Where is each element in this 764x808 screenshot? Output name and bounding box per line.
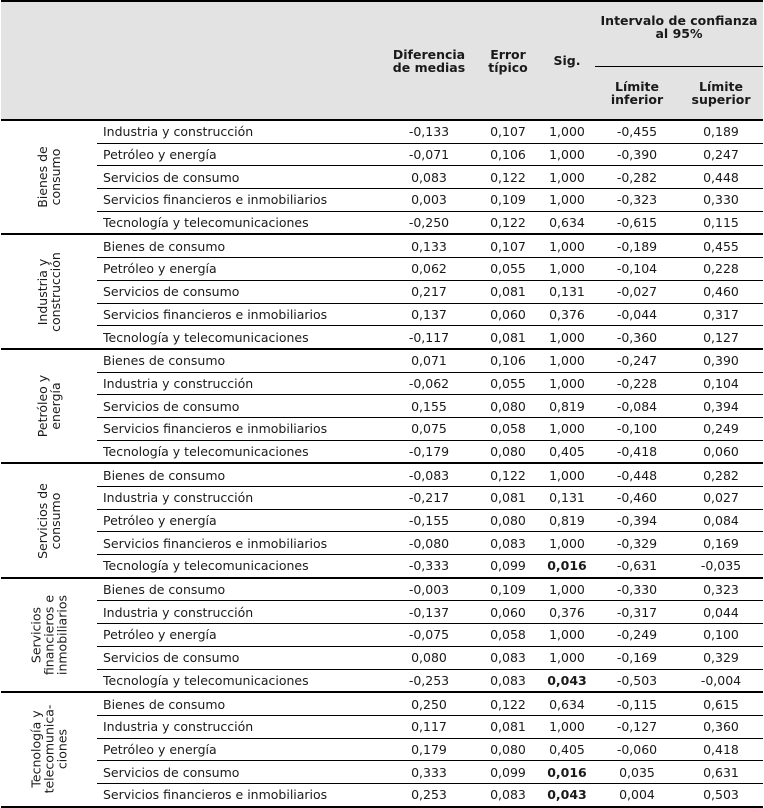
comparison-cell: Servicios financieros e inmobiliarios <box>97 783 381 806</box>
lower-limit-cell: -0,189 <box>595 234 679 257</box>
significance-cell: 0,016 <box>539 761 595 784</box>
significance-cell: 0,634 <box>539 692 595 715</box>
mean-difference-cell: 0,075 <box>381 417 477 440</box>
mean-difference-cell: -0,071 <box>381 143 477 166</box>
mean-difference-cell: -0,155 <box>381 509 477 532</box>
std-error-cell: 0,122 <box>477 211 539 234</box>
table-row <box>1 395 763 418</box>
header-upper-limit <box>679 67 763 121</box>
significance-cell: 0,131 <box>539 280 595 303</box>
mean-difference-cell: -0,062 <box>381 372 477 395</box>
comparison-cell: Petróleo y energía <box>97 738 381 761</box>
lower-limit-cell: 0,004 <box>595 783 679 806</box>
std-error-cell: 0,058 <box>477 417 539 440</box>
significance-cell: 0,043 <box>539 783 595 806</box>
comparison-cell: Tecnología y telecomunicaciones <box>97 440 381 463</box>
mean-difference-cell: 0,155 <box>381 395 477 418</box>
mean-difference-cell: 0,003 <box>381 189 477 212</box>
header-mean-difference <box>381 1 477 120</box>
significance-cell: 0,819 <box>539 509 595 532</box>
table-row <box>1 761 763 784</box>
lower-limit-cell: -0,169 <box>595 646 679 669</box>
significance-cell: 1,000 <box>539 532 595 555</box>
lower-limit-cell: -0,460 <box>595 487 679 510</box>
table-row <box>1 234 763 257</box>
header-upper-limit-text: Límite superior <box>691 79 751 107</box>
lower-limit-cell: -0,448 <box>595 463 679 486</box>
upper-limit-cell: 0,330 <box>679 189 763 212</box>
comparison-cell: Bienes de consumo <box>97 578 381 601</box>
comparison-cell: Industria y construcción <box>97 372 381 395</box>
comparison-cell: Industria y construcción <box>97 601 381 624</box>
std-error-cell: 0,099 <box>477 555 539 578</box>
upper-limit-cell: 0,615 <box>679 692 763 715</box>
comparison-cell: Petróleo y energía <box>97 258 381 281</box>
comparison-cell: Servicios de consumo <box>97 646 381 669</box>
significance-cell: 0,376 <box>539 601 595 624</box>
upper-limit-cell: 0,115 <box>679 211 763 234</box>
mean-difference-cell: 0,117 <box>381 715 477 738</box>
header-blank-comparison <box>97 1 381 120</box>
group-label-cell <box>1 120 97 234</box>
lower-limit-cell: -0,044 <box>595 303 679 326</box>
mean-difference-cell: 0,333 <box>381 761 477 784</box>
mean-difference-cell: -0,253 <box>381 669 477 692</box>
header-lower-limit-text: Límite inferior <box>610 79 664 107</box>
comparison-cell: Servicios de consumo <box>97 166 381 189</box>
mean-difference-cell: -0,133 <box>381 120 477 143</box>
upper-limit-cell: 0,317 <box>679 303 763 326</box>
upper-limit-cell: 0,390 <box>679 349 763 372</box>
table-row <box>1 669 763 692</box>
std-error-cell: 0,080 <box>477 738 539 761</box>
group-label-cell <box>1 349 97 463</box>
lower-limit-cell: -0,249 <box>595 624 679 647</box>
upper-limit-cell: 0,418 <box>679 738 763 761</box>
lower-limit-cell: -0,418 <box>595 440 679 463</box>
significance-cell: 1,000 <box>539 463 595 486</box>
significance-cell: 0,405 <box>539 440 595 463</box>
upper-limit-cell: 0,060 <box>679 440 763 463</box>
lower-limit-cell: -0,390 <box>595 143 679 166</box>
table-row <box>1 646 763 669</box>
table-row <box>1 303 763 326</box>
table-row <box>1 715 763 738</box>
group-label: Tecnología y telecomunica- ciones <box>28 705 70 794</box>
lower-limit-cell: -0,317 <box>595 601 679 624</box>
group-label: Servicios financieros e inmobiliarios <box>28 594 70 676</box>
lower-limit-cell: -0,247 <box>595 349 679 372</box>
std-error-cell: 0,109 <box>477 189 539 212</box>
header-significance <box>539 1 595 120</box>
std-error-cell: 0,106 <box>477 143 539 166</box>
lower-limit-cell: -0,503 <box>595 669 679 692</box>
lower-limit-cell: -0,282 <box>595 166 679 189</box>
group-label-cell <box>1 463 97 577</box>
lower-limit-cell: 0,035 <box>595 761 679 784</box>
mean-difference-cell: -0,179 <box>381 440 477 463</box>
comparison-cell: Bienes de consumo <box>97 463 381 486</box>
table-row <box>1 624 763 647</box>
upper-limit-cell: 0,044 <box>679 601 763 624</box>
mean-difference-cell: 0,080 <box>381 646 477 669</box>
std-error-cell: 0,081 <box>477 715 539 738</box>
std-error-cell: 0,080 <box>477 440 539 463</box>
table-row <box>1 120 763 143</box>
upper-limit-cell: -0,004 <box>679 669 763 692</box>
group-label: Petróleo y energía <box>35 374 63 438</box>
significance-cell: 0,376 <box>539 303 595 326</box>
lower-limit-cell: -0,330 <box>595 578 679 601</box>
group-label-cell <box>1 578 97 692</box>
significance-cell: 1,000 <box>539 143 595 166</box>
comparison-cell: Industria y construcción <box>97 487 381 510</box>
upper-limit-cell: 0,100 <box>679 624 763 647</box>
table-row <box>1 509 763 532</box>
significance-cell: 0,634 <box>539 211 595 234</box>
table-row <box>1 601 763 624</box>
comparison-cell: Tecnología y telecomunicaciones <box>97 211 381 234</box>
table-row <box>1 487 763 510</box>
std-error-cell: 0,083 <box>477 532 539 555</box>
header-std-error <box>477 1 539 120</box>
std-error-cell: 0,055 <box>477 258 539 281</box>
mean-difference-cell: -0,083 <box>381 463 477 486</box>
lower-limit-cell: -0,115 <box>595 692 679 715</box>
table-row <box>1 463 763 486</box>
comparison-cell: Servicios financieros e inmobiliarios <box>97 189 381 212</box>
significance-cell: 1,000 <box>539 166 595 189</box>
std-error-cell: 0,109 <box>477 578 539 601</box>
significance-cell: 1,000 <box>539 417 595 440</box>
lower-limit-cell: -0,615 <box>595 211 679 234</box>
upper-limit-cell: 0,394 <box>679 395 763 418</box>
lower-limit-cell: -0,084 <box>595 395 679 418</box>
table-row <box>1 166 763 189</box>
lower-limit-cell: -0,027 <box>595 280 679 303</box>
table-body <box>1 120 763 807</box>
comparison-cell: Servicios de consumo <box>97 280 381 303</box>
upper-limit-cell: 0,360 <box>679 715 763 738</box>
comparison-cell: Servicios financieros e inmobiliarios <box>97 303 381 326</box>
group-label-cell <box>1 234 97 348</box>
upper-limit-cell: 0,189 <box>679 120 763 143</box>
significance-cell: 0,131 <box>539 487 595 510</box>
comparison-cell: Petróleo y energía <box>97 624 381 647</box>
std-error-cell: 0,107 <box>477 120 539 143</box>
std-error-cell: 0,080 <box>477 395 539 418</box>
mean-difference-cell: -0,217 <box>381 487 477 510</box>
std-error-cell: 0,083 <box>477 646 539 669</box>
upper-limit-cell: 0,460 <box>679 280 763 303</box>
lower-limit-cell: -0,104 <box>595 258 679 281</box>
comparison-cell: Industria y construcción <box>97 715 381 738</box>
comparison-cell: Servicios de consumo <box>97 761 381 784</box>
table-row <box>1 440 763 463</box>
std-error-cell: 0,083 <box>477 669 539 692</box>
comparison-cell: Petróleo y energía <box>97 509 381 532</box>
mean-difference-cell: -0,333 <box>381 555 477 578</box>
table-row <box>1 372 763 395</box>
group-label: Bienes de consumo <box>35 146 63 208</box>
mean-difference-cell: -0,003 <box>381 578 477 601</box>
std-error-cell: 0,083 <box>477 783 539 806</box>
table-row <box>1 738 763 761</box>
mean-difference-cell: 0,217 <box>381 280 477 303</box>
lower-limit-cell: -0,323 <box>595 189 679 212</box>
table-row <box>1 211 763 234</box>
significance-cell: 1,000 <box>539 624 595 647</box>
header-significance-text: Sig. <box>553 53 581 68</box>
table-row <box>1 532 763 555</box>
table-row <box>1 280 763 303</box>
mean-difference-cell: 0,133 <box>381 234 477 257</box>
significance-cell: 0,405 <box>539 738 595 761</box>
comparison-cell: Bienes de consumo <box>97 692 381 715</box>
mean-difference-cell: 0,179 <box>381 738 477 761</box>
table-row <box>1 783 763 806</box>
upper-limit-cell: -0,035 <box>679 555 763 578</box>
header-std-error-text: Error típico <box>488 46 528 75</box>
upper-limit-cell: 0,329 <box>679 646 763 669</box>
lower-limit-cell: -0,060 <box>595 738 679 761</box>
lower-limit-cell: -0,631 <box>595 555 679 578</box>
table-row <box>1 692 763 715</box>
upper-limit-cell: 0,448 <box>679 166 763 189</box>
group-label: Industria y construcción <box>35 251 63 332</box>
std-error-cell: 0,099 <box>477 761 539 784</box>
header-lower-limit <box>595 67 679 121</box>
upper-limit-cell: 0,323 <box>679 578 763 601</box>
std-error-cell: 0,081 <box>477 487 539 510</box>
table-header <box>1 1 763 120</box>
upper-limit-cell: 0,027 <box>679 487 763 510</box>
comparison-cell: Tecnología y telecomunicaciones <box>97 326 381 349</box>
lower-limit-cell: -0,360 <box>595 326 679 349</box>
upper-limit-cell: 0,249 <box>679 417 763 440</box>
upper-limit-cell: 0,104 <box>679 372 763 395</box>
std-error-cell: 0,080 <box>477 509 539 532</box>
header-confidence-interval <box>595 1 763 67</box>
group-label-cell <box>1 692 97 806</box>
mean-difference-cell: 0,071 <box>381 349 477 372</box>
std-error-cell: 0,058 <box>477 624 539 647</box>
significance-cell: 1,000 <box>539 258 595 281</box>
header-blank-group <box>1 1 97 120</box>
comparison-cell: Tecnología y telecomunicaciones <box>97 555 381 578</box>
significance-cell: 1,000 <box>539 326 595 349</box>
upper-limit-cell: 0,169 <box>679 532 763 555</box>
significance-cell: 1,000 <box>539 349 595 372</box>
significance-cell: 0,043 <box>539 669 595 692</box>
std-error-cell: 0,107 <box>477 234 539 257</box>
std-error-cell: 0,060 <box>477 601 539 624</box>
header-mean-difference-text: Diferencia de medias <box>392 46 466 75</box>
upper-limit-cell: 0,631 <box>679 761 763 784</box>
lower-limit-cell: -0,455 <box>595 120 679 143</box>
std-error-cell: 0,122 <box>477 463 539 486</box>
significance-cell: 1,000 <box>539 372 595 395</box>
table-row <box>1 417 763 440</box>
lower-limit-cell: -0,127 <box>595 715 679 738</box>
comparison-cell: Bienes de consumo <box>97 349 381 372</box>
upper-limit-cell: 0,228 <box>679 258 763 281</box>
significance-cell: 1,000 <box>539 120 595 143</box>
lower-limit-cell: -0,228 <box>595 372 679 395</box>
mean-difference-cell: -0,250 <box>381 211 477 234</box>
mean-difference-cell: -0,080 <box>381 532 477 555</box>
comparison-cell: Servicios financieros e inmobiliarios <box>97 532 381 555</box>
lower-limit-cell: -0,329 <box>595 532 679 555</box>
std-error-cell: 0,122 <box>477 166 539 189</box>
mean-difference-cell: -0,075 <box>381 624 477 647</box>
std-error-cell: 0,081 <box>477 326 539 349</box>
mean-difference-cell: 0,062 <box>381 258 477 281</box>
upper-limit-cell: 0,084 <box>679 509 763 532</box>
mean-difference-cell: 0,137 <box>381 303 477 326</box>
table-row <box>1 258 763 281</box>
mean-difference-cell: 0,253 <box>381 783 477 806</box>
table-row <box>1 143 763 166</box>
std-error-cell: 0,122 <box>477 692 539 715</box>
significance-cell: 1,000 <box>539 646 595 669</box>
upper-limit-cell: 0,282 <box>679 463 763 486</box>
significance-cell: 1,000 <box>539 234 595 257</box>
significance-cell: 1,000 <box>539 715 595 738</box>
lower-limit-cell: -0,394 <box>595 509 679 532</box>
upper-limit-cell: 0,247 <box>679 143 763 166</box>
mean-difference-cell: 0,083 <box>381 166 477 189</box>
std-error-cell: 0,060 <box>477 303 539 326</box>
comparisons-table <box>1 0 763 808</box>
significance-cell: 1,000 <box>539 189 595 212</box>
significance-cell: 0,016 <box>539 555 595 578</box>
comparison-cell: Bienes de consumo <box>97 234 381 257</box>
group-label: Servicios de consumo <box>35 482 63 559</box>
std-error-cell: 0,106 <box>477 349 539 372</box>
comparison-cell: Petróleo y energía <box>97 143 381 166</box>
significance-cell: 0,819 <box>539 395 595 418</box>
header-confidence-interval-text: Intervalo de confianza al 95% <box>600 13 758 41</box>
comparison-cell: Servicios financieros e inmobiliarios <box>97 417 381 440</box>
table-row <box>1 326 763 349</box>
mean-difference-cell: -0,117 <box>381 326 477 349</box>
comparison-cell: Tecnología y telecomunicaciones <box>97 669 381 692</box>
upper-limit-cell: 0,127 <box>679 326 763 349</box>
std-error-cell: 0,081 <box>477 280 539 303</box>
table-row <box>1 578 763 601</box>
mean-difference-cell: 0,250 <box>381 692 477 715</box>
comparison-cell: Industria y construcción <box>97 120 381 143</box>
significance-cell: 1,000 <box>539 578 595 601</box>
lower-limit-cell: -0,100 <box>595 417 679 440</box>
upper-limit-cell: 0,455 <box>679 234 763 257</box>
comparison-cell: Servicios de consumo <box>97 395 381 418</box>
std-error-cell: 0,055 <box>477 372 539 395</box>
mean-difference-cell: -0,137 <box>381 601 477 624</box>
table-row <box>1 189 763 212</box>
upper-limit-cell: 0,503 <box>679 783 763 806</box>
table-row <box>1 555 763 578</box>
table-row <box>1 349 763 372</box>
